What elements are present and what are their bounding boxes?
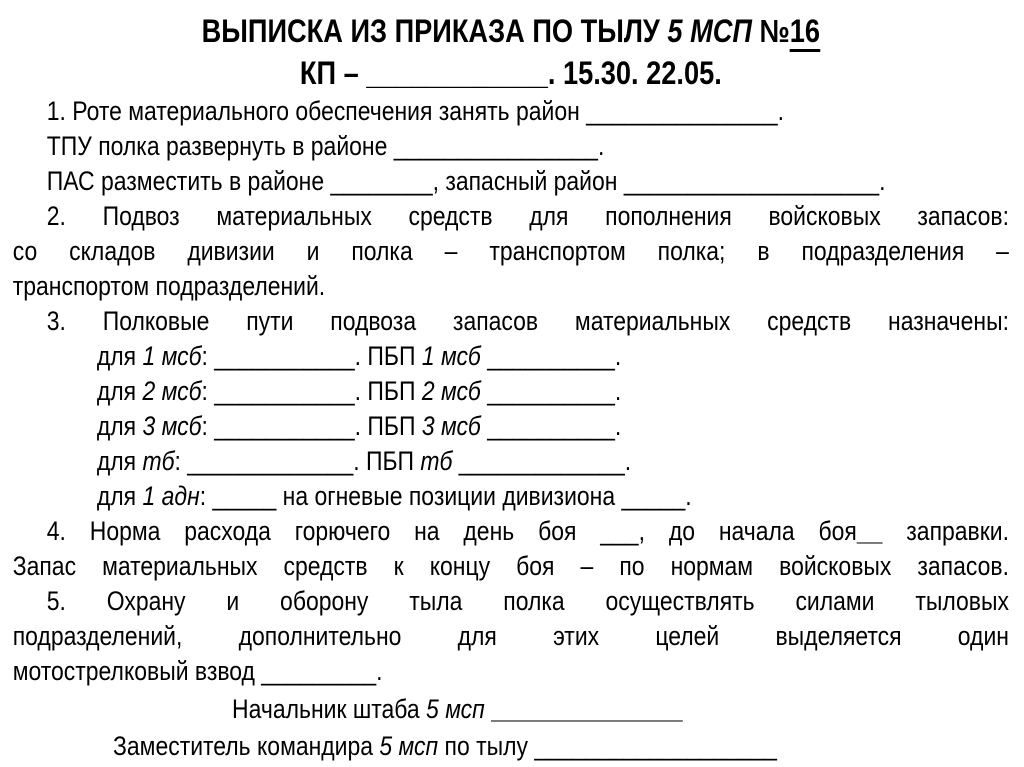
signature-chief-of-staff: Начальник штаба 5 мсп _______________ [232, 694, 683, 724]
para2-line2: со складов дивизии и полка – транспортом полка; в подразделения – [12, 236, 1009, 266]
route-line-1adn: для 1 адн: _____ на огневые позиции дивизиона _____. [96, 481, 692, 511]
route-line-2msb: для 2 мсб: ___________. ПБП 2 мсб __________. [96, 376, 622, 406]
kp-dateline: КП – ____________. 15.30. 22.05. [299, 55, 722, 91]
route-line-3msb: для 3 мсб: ___________. ПБП 3 мсб __________. [96, 411, 622, 441]
route-line-1msb: для 1 мсб: ___________. ПБП 1 мсб __________. [96, 341, 622, 371]
para5-line1: 5. Охрану и оборону тыла полка осуществлять силами тыловых [46, 586, 1009, 616]
para4-line1: 4. Норма расхода горючего на день боя ___, до начала боя__ заправки. [46, 516, 1009, 546]
route-line-tb: для тб: _____________. ПБП тб _____________. [96, 446, 632, 476]
tpu-line: ТПУ полка развернуть в районе ________________. [46, 131, 605, 161]
para5-line3: мотострелковый взвод _________. [12, 656, 383, 686]
para3-heading: 3. Полковые пути подвоза запасов материальных средств назначены: [46, 306, 1009, 336]
para4-line2: Запас материальных средств к концу боя – по нормам войсковых запасов. [12, 551, 1009, 581]
para2-line3: транспортом подразделений. [12, 271, 326, 301]
signature-deputy-commander-rear: Заместитель командира 5 мсп по тылу ___________________ [113, 731, 777, 761]
document-title: ВЫПИСКА ИЗ ПРИКАЗА ПО ТЫЛУ 5 МСП №16 [13, 10, 1009, 52]
para2-line1: 2. Подвоз материальных средств для пополнения войсковых запасов: [46, 201, 1009, 231]
pas-line: ПАС разместить в районе ________, запасный район ____________________. [46, 166, 886, 196]
para5-line2: подразделений, дополнительно для этих целей выделяется один [12, 621, 1009, 651]
para1-line: 1. Роте материального обеспечения занять район _______________. [46, 96, 784, 126]
